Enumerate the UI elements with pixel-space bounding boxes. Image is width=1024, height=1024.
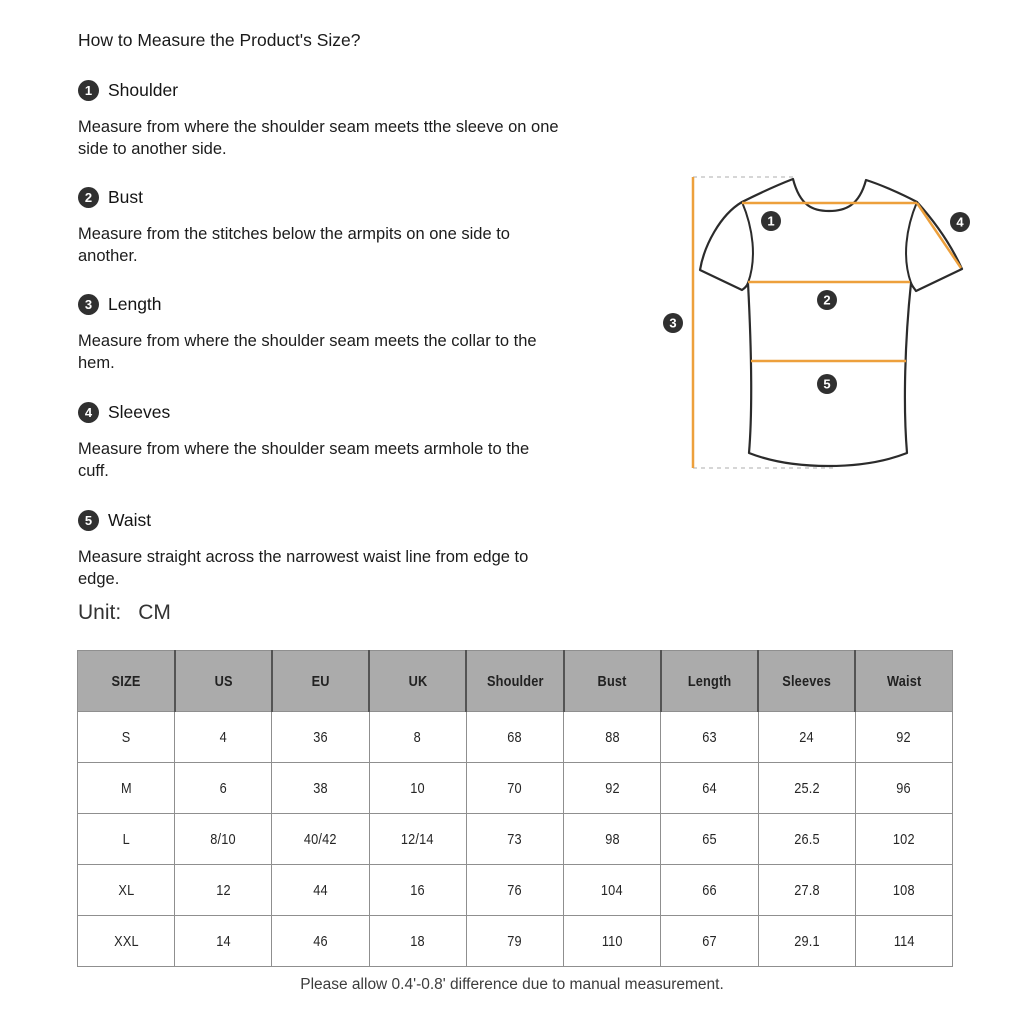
table-cell: 64 [661,763,758,814]
tshirt-diagram [648,150,1020,490]
table-cell: 12/14 [369,814,466,865]
step-heading-length [78,293,162,315]
diagram-marker-2 [817,290,837,310]
table-header-cell: EU [272,651,369,712]
table-cell: 38 [272,763,369,814]
step-label: Shoulder [108,79,179,100]
table-cell: 79 [466,916,563,967]
marker-number: 4 [956,214,964,230]
step-description-line: Measure from the stitches below the armpits on one side to [78,225,510,243]
step-description-line: Measure from where the shoulder seam meets armhole to the [78,440,530,458]
step-5-badge: 5 [78,510,99,531]
table-cell: 24 [758,712,855,763]
marker-number: 5 [823,376,831,392]
table-cell: 76 [466,865,563,916]
step-heading-bust [78,186,143,208]
step-2-badge: 2 [78,187,99,208]
step-4-badge: 4 [78,402,99,423]
table-row-s [78,712,953,763]
table-cell: 4 [175,712,272,763]
table-header-cell: US [175,651,272,712]
table-cell: 36 [272,712,369,763]
table-cell: 40/42 [272,814,369,865]
table-cell: 67 [661,916,758,967]
step-description-shoulder [78,116,559,160]
unit-value: CM [138,601,171,624]
table-cell: 63 [661,712,758,763]
table-cell: XXL [78,916,175,967]
table-cell: 12 [175,865,272,916]
table-cell: 26.5 [758,814,855,865]
table-cell: 65 [661,814,758,865]
table-header-cell: Sleeves [758,651,855,712]
table-cell: 27.8 [758,865,855,916]
diagram-marker-1 [761,211,781,231]
table-cell: 96 [855,763,952,814]
step-description-line: Measure from where the shoulder seam meets the collar to the [78,332,537,350]
step-description-line: Measure from where the shoulder seam meets tthe sleeve on one [78,118,559,136]
table-cell: XL [78,865,175,916]
table-row-xxl [78,916,953,967]
table-cell: 18 [369,916,466,967]
step-3-badge: 3 [78,294,99,315]
marker-number: 2 [823,292,831,308]
table-cell: 92 [564,763,661,814]
table-cell: 25.2 [758,763,855,814]
step-description-line: side to another side. [78,140,227,158]
size-table [77,650,953,967]
step-description-sleeves [78,438,529,482]
page-title: How to Measure the Product's Size? [78,30,361,50]
table-cell: 66 [661,865,758,916]
table-cell: M [78,763,175,814]
step-description-line: Measure straight across the narrowest waist line from edge to [78,548,529,566]
table-cell: 16 [369,865,466,916]
footer-note: Please allow 0.4'-0.8' difference due to manual measurement. [300,976,724,993]
step-heading-sleeves [78,401,170,423]
table-cell: 98 [564,814,661,865]
table-header-cell: Waist [855,651,952,712]
table-cell: L [78,814,175,865]
table-cell: 88 [564,712,661,763]
unit-line [78,601,171,625]
table-cell: 8 [369,712,466,763]
table-row-l [78,814,953,865]
step-label: Waist [108,509,152,530]
diagram-marker-5 [817,374,837,394]
step-heading-waist [78,509,151,531]
table-header-cell: SIZE [78,651,175,712]
step-description-line: another. [78,247,138,265]
tshirt-outline [700,179,962,466]
table-header-cell: Bust [564,651,661,712]
table-cell: 8/10 [175,814,272,865]
step-description-waist [78,546,528,590]
table-cell: 14 [175,916,272,967]
table-cell: 46 [272,916,369,967]
table-cell: 29.1 [758,916,855,967]
table-cell: 6 [175,763,272,814]
marker-number: 1 [767,213,775,229]
table-header-cell: Shoulder [466,651,563,712]
step-label: Sleeves [108,401,171,422]
table-cell: 44 [272,865,369,916]
step-description-line: hem. [78,354,115,372]
step-description-length [78,330,537,374]
table-cell: 73 [466,814,563,865]
table-header-cell: UK [369,651,466,712]
table-cell: 68 [466,712,563,763]
table-cell: 114 [855,916,952,967]
marker-number: 3 [669,315,677,331]
unit-label: Unit: [78,601,122,624]
step-label: Bust [108,186,144,207]
step-description-line: cuff. [78,462,109,480]
table-cell: 108 [855,865,952,916]
table-cell: 110 [564,916,661,967]
step-heading-shoulder [78,79,178,101]
table-cell: 102 [855,814,952,865]
table-row-xl [78,865,953,916]
table-cell: 92 [855,712,952,763]
diagram-marker-3 [663,313,683,333]
step-description-bust [78,223,510,267]
table-header-row [78,651,953,712]
step-1-badge: 1 [78,80,99,101]
table-cell: 104 [564,865,661,916]
step-label: Length [108,293,162,314]
table-header-cell: Length [661,651,758,712]
table-cell: S [78,712,175,763]
table-cell: 10 [369,763,466,814]
table-row-m [78,763,953,814]
table-cell: 70 [466,763,563,814]
step-description-line: edge. [78,570,120,588]
diagram-marker-4 [950,212,970,232]
